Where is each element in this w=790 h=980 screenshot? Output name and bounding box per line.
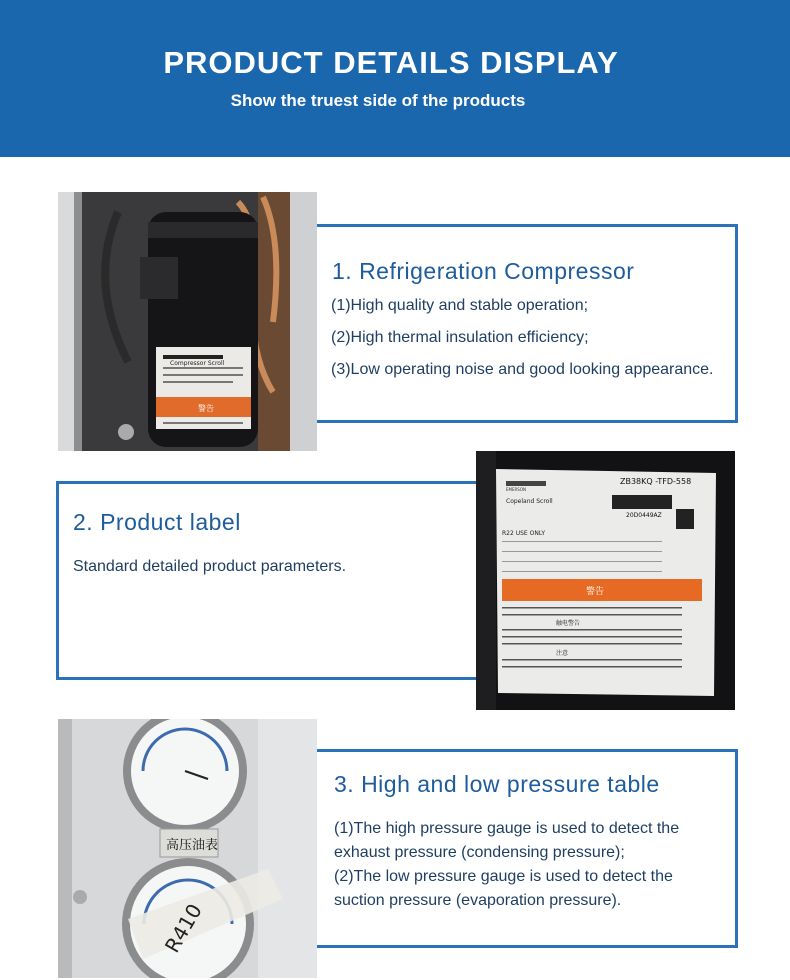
section-2-title: 2. Product label <box>73 509 241 535</box>
section-1-line-1: (1)High quality and stable operation; <box>331 297 589 314</box>
header-banner <box>0 0 790 157</box>
section-3-line-2: exhaust pressure (condensing pressure); <box>334 844 625 861</box>
label-series: Copeland Scroll <box>506 498 553 505</box>
section-1-line-3: (3)Low operating noise and good looking appearance. <box>331 361 714 378</box>
pressure-gauge-photo <box>58 719 317 978</box>
label-warning: 警告 <box>586 587 605 597</box>
page-subtitle: Show the truest side of the products <box>230 91 526 110</box>
section-1-line-2: (2)High thermal insulation efficiency; <box>331 329 589 346</box>
tape-marking: R410 <box>159 899 207 957</box>
label-note: 注意 <box>556 650 569 657</box>
label-refrigerant: R22 USE ONLY <box>502 530 546 537</box>
label-serial: 20D0449AZ <box>626 512 662 519</box>
label-model: ZB38KQ -TFD-558 <box>620 477 692 486</box>
label-brand: EMERSON <box>506 487 526 492</box>
product-label-photo <box>476 451 735 710</box>
page-title: PRODUCT DETAILS DISPLAY <box>163 45 619 80</box>
section-2-line-1: Standard detailed product parameters. <box>73 558 347 575</box>
section-3-line-4: suction pressure (evaporation pressure). <box>334 892 622 909</box>
sticker-warning: 警告 <box>198 404 214 413</box>
label-subwarning: 触电警告 <box>556 620 581 627</box>
sticker-text: Compressor Scroll <box>170 360 225 367</box>
gauge-label: 高压油表 <box>166 838 219 853</box>
section-3-line-3: (2)The low pressure gauge is used to detect the <box>334 868 673 885</box>
section-1-title: 1. Refrigeration Compressor <box>332 258 635 284</box>
section-3-line-1: (1)The high pressure gauge is used to detect the <box>334 820 680 837</box>
compressor-photo <box>58 192 317 451</box>
section-1-box <box>297 224 738 423</box>
section-3-title: 3. High and low pressure table <box>334 771 660 797</box>
